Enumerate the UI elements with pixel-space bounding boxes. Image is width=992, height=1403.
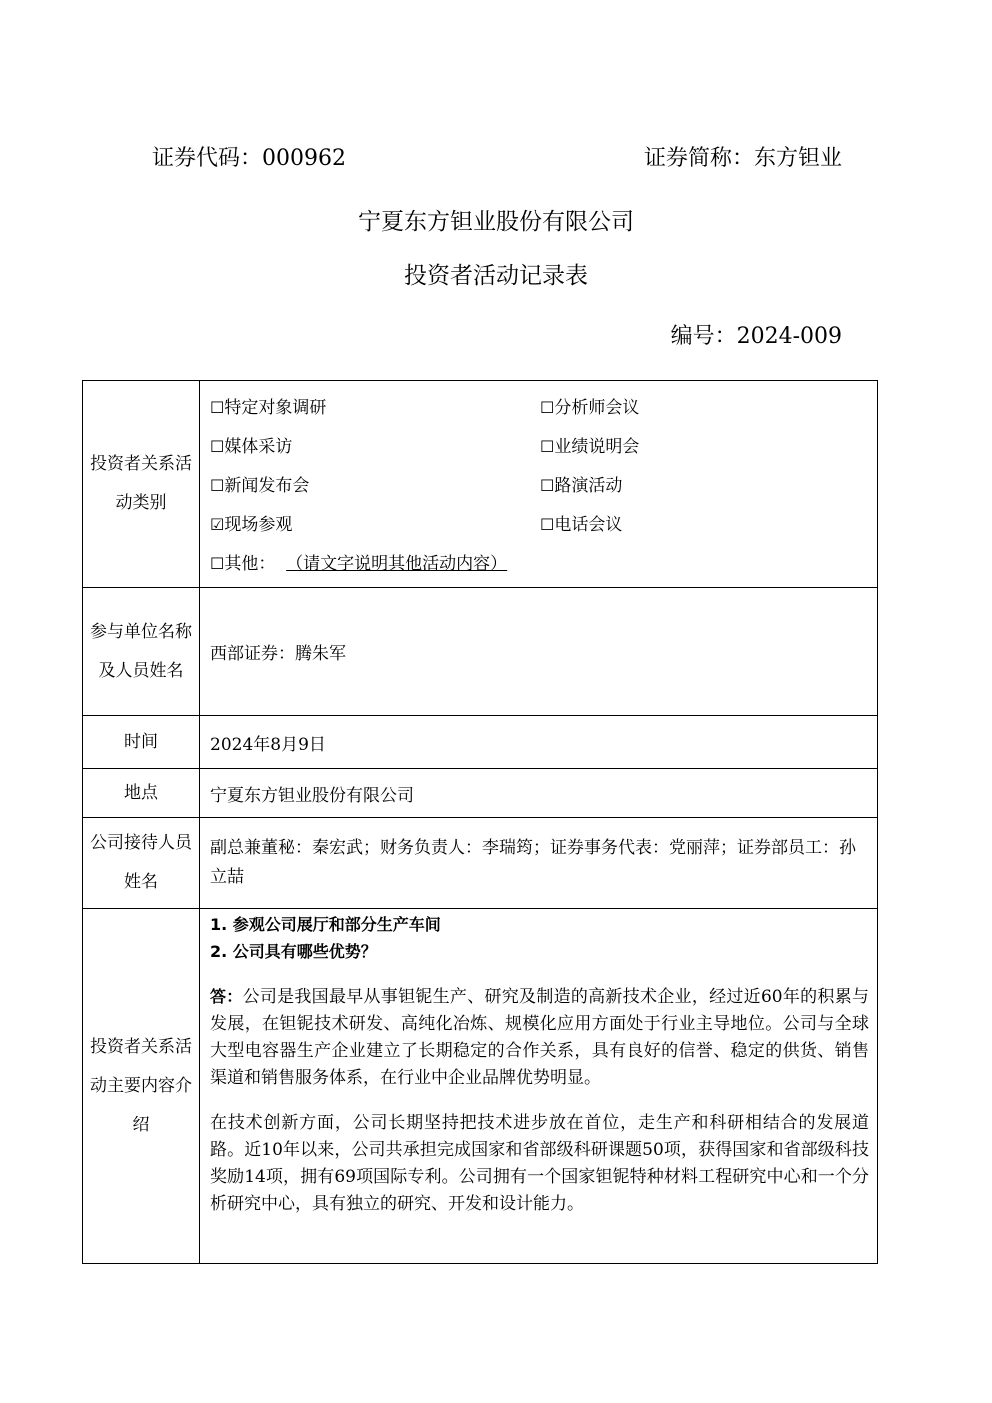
content-item-1: 1. 参观公司展厅和部分生产车间: [210, 915, 441, 934]
option-site-visit[interactable]: ☑现场参观: [210, 515, 293, 535]
row-reception: [83, 818, 878, 909]
form-title: 投资者活动记录表: [404, 263, 588, 289]
option-roadshow[interactable]: ☐路演活动: [540, 476, 623, 496]
option-analyst-meeting[interactable]: ☐分析师会议: [540, 398, 640, 418]
row-time: [83, 716, 878, 769]
location-value: 宁夏东方钽业股份有限公司: [200, 769, 878, 818]
time-label: 时间: [83, 716, 200, 769]
checkbox-icon[interactable]: ☐: [540, 476, 555, 495]
participants-label: 参与单位名称及人员姓名: [83, 588, 200, 716]
checkbox-icon[interactable]: ☐: [210, 437, 225, 456]
content-label: 投资者关系活动主要内容介绍: [83, 909, 200, 1264]
option-specific-research[interactable]: ☐特定对象调研: [210, 398, 327, 418]
activity-type-options: [200, 381, 878, 588]
answer-paragraph: 答：公司是我国最早从事钽铌生产、研究及制造的高新技术企业，经过近60年的积累与发展，在钽铌技术研发、高纯化冶炼、规模化应用方面处于行业主导地位。公司与全球大型电容器生产企业建立了长期稳定的合作关系，具有良好的信誉、稳定的供货、销售渠道和销售服务体系，在行业中企业品牌优势明显。: [210, 987, 869, 1088]
checkbox-icon[interactable]: ☐: [210, 554, 225, 573]
option-media-interview[interactable]: ☐媒体采访: [210, 437, 293, 457]
option-other[interactable]: ☐其他： （请文字说明其他活动内容）: [210, 554, 508, 574]
reception-label: 公司接待人员姓名: [83, 818, 200, 909]
document-number: 编号：2024-009: [670, 324, 842, 349]
row-activity-type: [83, 381, 878, 588]
checkbox-icon[interactable]: ☐: [210, 476, 225, 495]
option-earnings-briefing[interactable]: ☐业绩说明会: [540, 437, 640, 457]
participants-value: 西部证券：腾朱军: [200, 588, 878, 716]
content-body: [200, 909, 878, 1264]
answer-label: 答：: [210, 987, 243, 1006]
checkbox-icon[interactable]: ☐: [540, 515, 555, 534]
time-value: 2024年8月9日: [200, 716, 878, 769]
reception-value: 副总兼董秘：秦宏武；财务负责人：李瑞筠；证券事务代表：党丽萍；证券部员工：孙立喆: [200, 818, 878, 909]
activity-type-label: 投资者关系活动类别: [83, 381, 200, 588]
innovation-paragraph: 在技术创新方面，公司长期坚持把技术进步放在首位，走生产和科研相结合的发展道路。近10年以来，公司共承担完成国家和省部级科研课题50项，获得国家和省部级科技奖励14项，拥有69项国际专利。公司拥有一个国家钽铌特种材料工程研究中心和一个分析研究中心，具有独立的研究、开发和设计能力。: [210, 1113, 869, 1214]
stock-code: 证券代码：000962: [152, 146, 346, 171]
other-description: （请文字说明其他活动内容）: [286, 554, 508, 574]
content-item-2: 2. 公司具有哪些优势？: [210, 942, 377, 961]
record-table: [82, 380, 878, 1264]
company-title: 宁夏东方钽业股份有限公司: [358, 209, 634, 235]
row-participants: [83, 588, 878, 716]
checkbox-icon[interactable]: ☐: [210, 398, 225, 417]
location-label: 地点: [83, 769, 200, 818]
stock-name: 证券简称：东方钽业: [643, 146, 842, 171]
option-conference-call[interactable]: ☐电话会议: [540, 515, 623, 535]
row-location: [83, 769, 878, 818]
checkbox-icon[interactable]: ☐: [540, 437, 555, 456]
row-content: [83, 909, 878, 1264]
checked-checkbox-icon[interactable]: ☑: [210, 515, 225, 534]
option-press-conference[interactable]: ☐新闻发布会: [210, 476, 310, 496]
checkbox-icon[interactable]: ☐: [540, 398, 555, 417]
